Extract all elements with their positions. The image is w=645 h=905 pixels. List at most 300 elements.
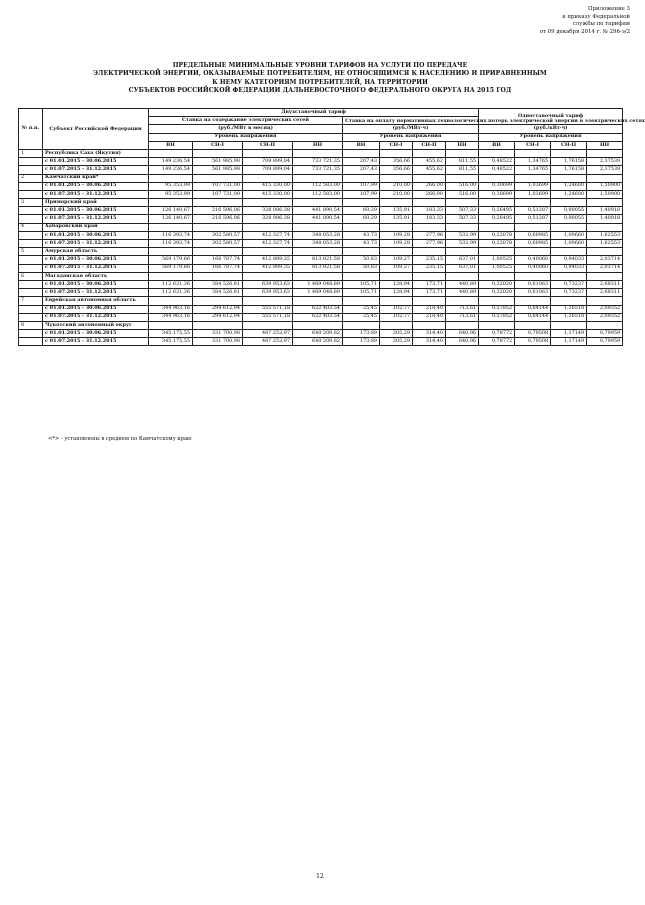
maintenance-value-cell: 294 612,94 (193, 313, 243, 321)
header-voltage-level: Уровень напряжения (149, 133, 343, 141)
one-part-value-cell: 1,34765 (515, 158, 551, 166)
loss-value-cell: 205,29 (380, 330, 413, 338)
maintenance-value-cell: 331 700,98 (193, 338, 243, 346)
loss-value-cell: 173,71 (413, 280, 446, 288)
loss-value-cell: 102,77 (380, 313, 413, 321)
maintenance-value-cell: 412 889,35 (243, 264, 293, 272)
empty-cell (551, 248, 587, 256)
region-number: 8 (19, 321, 43, 329)
loss-value-cell: 60,29 (343, 207, 380, 215)
one-part-value-cell: 0,32020 (479, 280, 515, 288)
maintenance-value-cell: 344 963,16 (149, 313, 193, 321)
table-body (19, 149, 623, 346)
table-row (19, 207, 623, 215)
maintenance-value-cell: 149 236,54 (149, 158, 193, 166)
empty-cell (446, 321, 479, 329)
one-part-value-cell: 0,48522 (479, 166, 515, 174)
region-name: Магаданская область (43, 272, 149, 280)
empty-cell (446, 297, 479, 305)
one-part-value-cell: 0,22078 (479, 240, 515, 248)
one-part-value-cell: 2,68311 (587, 289, 623, 297)
period-cell: с 01.07.2015 - 31.12.2015 (43, 338, 149, 346)
empty-cell (343, 272, 380, 280)
one-part-value-cell: 0,30699 (479, 190, 515, 198)
period-cell: с 01.01.2015 - 30.06.2015 (43, 305, 149, 313)
maintenance-value-cell: 95 353,99 (149, 182, 193, 190)
region-name: Хабаровский край (43, 223, 149, 231)
one-part-value-cell: 2,09352 (587, 313, 623, 321)
loss-value-cell: 109,27 (380, 256, 413, 264)
title-line: ПРЕДЕЛЬНЫЕ МИНИМАЛЬНЫЕ УРОВНИ ТАРИФОВ НА УСЛУГИ ПО ПЕРЕДАЧЕ (172, 62, 468, 69)
table-row (19, 158, 623, 166)
empty-cell (413, 297, 446, 305)
empty-cell (551, 199, 587, 207)
one-part-value-cell: 0,79508 (515, 338, 551, 346)
loss-value-cell: 455,62 (413, 158, 446, 166)
period-cell: с 01.07.2015 - 31.12.2015 (43, 215, 149, 223)
empty-cell (193, 149, 243, 157)
empty-cell (380, 248, 413, 256)
one-part-value-cell: 1,00660 (551, 240, 587, 248)
empty-cell (413, 174, 446, 182)
empty-cell (515, 248, 551, 256)
header-level: СН-I (515, 141, 551, 149)
loss-value-cell: 183,33 (413, 207, 446, 215)
table-row (19, 256, 623, 264)
one-part-value-cell: 1,50900 (587, 190, 623, 198)
maintenance-value-cell: 344 963,16 (149, 305, 193, 313)
one-part-value-cell: 1,34765 (515, 166, 551, 174)
empty-cell (479, 297, 515, 305)
maintenance-value-cell: 569 179,66 (149, 256, 193, 264)
empty-cell (19, 330, 43, 338)
appendix-line: к приказу Федеральной (562, 13, 630, 20)
maintenance-value-cell: 126 140,67 (149, 207, 193, 215)
empty-cell (343, 149, 380, 157)
maintenance-value-cell: 107 731,00 (193, 190, 243, 198)
loss-value-cell: 107,99 (343, 182, 380, 190)
empty-cell (380, 321, 413, 329)
region-name: Приморский край (43, 199, 149, 207)
empty-cell (243, 297, 293, 305)
empty-cell (149, 174, 193, 182)
appendix-line: службы по тарифам (572, 21, 630, 28)
one-part-value-cell: 1,50900 (587, 182, 623, 190)
maintenance-value-cell: 112 631,36 (149, 280, 193, 288)
period-cell: с 01.01.2015 - 30.06.2015 (43, 182, 149, 190)
loss-value-cell: 266,00 (413, 182, 446, 190)
empty-cell (193, 174, 243, 182)
empty-cell (243, 199, 293, 207)
empty-cell (293, 174, 343, 182)
title-line: ЭЛЕКТРИЧЕСКОЙ ЭНЕРГИИ, ОКАЗЫВАЕМЫЕ ПОТРЕБИТЕЛЯМ, НЕ ОТНОСЯЩИМСЯ К НАСЕЛЕНИЮ И ПРИРАВНЕННЫМ (93, 70, 547, 78)
maintenance-value-cell: 126 140,67 (149, 215, 193, 223)
maintenance-value-cell: 709 899,04 (243, 166, 293, 174)
empty-cell (380, 297, 413, 305)
maintenance-value-cell: 733 721,35 (293, 158, 343, 166)
maintenance-value-cell: 384 526,81 (193, 280, 243, 288)
empty-cell (446, 248, 479, 256)
table-row (19, 289, 623, 297)
header-unit-one-part: (руб./кВт·ч) (479, 125, 623, 133)
maintenance-value-cell: 348 053,28 (293, 240, 343, 248)
period-cell: с 01.01.2015 - 30.06.2015 (43, 330, 149, 338)
one-part-value-cell: 0,79508 (515, 330, 551, 338)
empty-cell (19, 240, 43, 248)
loss-value-cell: 43,73 (343, 231, 380, 239)
empty-cell (551, 149, 587, 157)
appendix-reference (540, 6, 630, 36)
region-name: Камчатский край* (43, 174, 149, 182)
loss-value-cell: 713,61 (446, 313, 479, 321)
empty-cell (343, 223, 380, 231)
maintenance-value-cell: 412 327,74 (243, 240, 293, 248)
one-part-value-cell: 0,94033 (551, 264, 587, 272)
empty-cell (380, 199, 413, 207)
empty-cell (293, 321, 343, 329)
empty-cell (193, 248, 243, 256)
table-row (19, 215, 623, 223)
loss-value-cell: 811,55 (446, 158, 479, 166)
maintenance-value-cell: 302 580,57 (193, 240, 243, 248)
one-part-value-cell: 0,90055 (551, 215, 587, 223)
table-row (19, 305, 623, 313)
maintenance-value-cell: 555 571,18 (243, 305, 293, 313)
maintenance-value-cell: 640 209,82 (293, 338, 343, 346)
loss-value-cell: 25,45 (343, 313, 380, 321)
loss-value-cell: 277,96 (413, 231, 446, 239)
region-name: Еврейская автономная область (43, 297, 149, 305)
empty-cell (243, 223, 293, 231)
empty-cell (446, 199, 479, 207)
empty-cell (515, 174, 551, 182)
one-part-value-cell: 2,68311 (587, 280, 623, 288)
tariff-table (18, 108, 645, 346)
region-number: 1 (19, 149, 43, 157)
empty-cell (515, 297, 551, 305)
empty-cell (446, 223, 479, 231)
maintenance-value-cell: 116 392,74 (149, 240, 193, 248)
header-level: СН-II (413, 141, 446, 149)
one-part-value-cell: 1,03699 (515, 190, 551, 198)
empty-cell (380, 223, 413, 231)
maintenance-value-cell: 415 330,00 (243, 182, 293, 190)
one-part-value-cell: 0,73237 (551, 280, 587, 288)
table-header (19, 108, 645, 150)
title-line: СУБЪЕКТОВ РОССИЙСКОЙ ФЕДЕРАЦИИ ДАЛЬНЕВОСТОЧНОГО ФЕДЕРАЛЬНОГО ОКРУГА НА 2015 ГОД (128, 86, 512, 94)
loss-value-cell: 173,89 (343, 330, 380, 338)
loss-value-cell: 109,28 (380, 240, 413, 248)
region-name: Чукотский автономный округ (43, 321, 149, 329)
maintenance-value-cell: 166 787,74 (193, 264, 243, 272)
empty-cell (343, 174, 380, 182)
header-maintenance-rate: Ставка на содержание электрических сетей (149, 117, 343, 125)
empty-cell (587, 297, 623, 305)
empty-cell (413, 272, 446, 280)
empty-cell (19, 289, 43, 297)
loss-value-cell: 637,01 (446, 256, 479, 264)
empty-cell (413, 248, 446, 256)
empty-cell (243, 321, 293, 329)
loss-value-cell: 109,28 (380, 231, 413, 239)
header-one-part-tariff: Одноставочный тариф (479, 109, 623, 125)
one-part-value-cell: 0,57852 (479, 313, 515, 321)
one-part-value-cell: 2,03714 (587, 256, 623, 264)
one-part-value-cell: 2,37539 (587, 166, 623, 174)
loss-value-cell: 516,00 (446, 182, 479, 190)
footnote: <*> - установлены в среднем по Камчатскому краю (48, 436, 192, 442)
one-part-value-cell: 1,26518 (551, 305, 587, 313)
one-part-value-cell: 2,37539 (587, 158, 623, 166)
maintenance-value-cell: 813 921,58 (293, 264, 343, 272)
loss-value-cell: 173,71 (413, 289, 446, 297)
empty-cell (149, 248, 193, 256)
loss-value-cell: 640,96 (446, 330, 479, 338)
maintenance-value-cell: 384 526,81 (193, 289, 243, 297)
empty-cell (551, 223, 587, 231)
loss-value-cell: 105,71 (343, 289, 380, 297)
empty-cell (413, 149, 446, 157)
region-row (19, 297, 623, 305)
empty-cell (587, 199, 623, 207)
empty-cell (193, 223, 243, 231)
header-level: СН-I (193, 141, 243, 149)
header-voltage-level: Уровень напряжения (479, 133, 623, 141)
empty-cell (380, 174, 413, 182)
period-cell: с 01.07.2015 - 31.12.2015 (43, 289, 149, 297)
header-level: НН (587, 141, 623, 149)
maintenance-value-cell: 561 985,98 (193, 166, 243, 174)
one-part-value-cell: 1,40918 (587, 215, 623, 223)
one-part-value-cell: 1,00525 (479, 256, 515, 264)
region-number: 2 (19, 174, 43, 182)
empty-cell (19, 182, 43, 190)
loss-value-cell: 266,00 (413, 190, 446, 198)
one-part-value-cell: 0,64144 (515, 305, 551, 313)
loss-value-cell: 532,99 (446, 231, 479, 239)
maintenance-value-cell: 441 890,54 (293, 215, 343, 223)
table-row (19, 182, 623, 190)
maintenance-value-cell: 166 787,74 (193, 256, 243, 264)
maintenance-value-cell: 487 252,97 (243, 330, 293, 338)
loss-value-cell: 50,83 (343, 256, 380, 264)
loss-value-cell: 440,89 (446, 289, 479, 297)
region-row (19, 199, 623, 207)
header-level: ВН (479, 141, 515, 149)
one-part-value-cell: 1,00525 (479, 264, 515, 272)
loss-value-cell: 314,40 (413, 330, 446, 338)
one-part-value-cell: 1,24600 (551, 190, 587, 198)
empty-cell (515, 223, 551, 231)
empty-cell (293, 223, 343, 231)
maintenance-value-cell: 328 086,38 (243, 215, 293, 223)
one-part-value-cell: 1,24600 (551, 182, 587, 190)
maintenance-value-cell: 1 489 048,89 (293, 280, 343, 288)
table-row (19, 330, 623, 338)
empty-cell (193, 297, 243, 305)
empty-cell (293, 297, 343, 305)
loss-value-cell: 102,77 (380, 305, 413, 313)
one-part-value-cell: 0,51287 (515, 207, 551, 215)
empty-cell (551, 297, 587, 305)
table-row (19, 313, 623, 321)
header-level: СН-II (243, 141, 293, 149)
one-part-value-cell: 1,40918 (587, 207, 623, 215)
one-part-value-cell: 0,90055 (551, 207, 587, 215)
empty-cell (413, 199, 446, 207)
maintenance-value-cell: 561 985,98 (193, 158, 243, 166)
maintenance-value-cell: 294 612,94 (193, 305, 243, 313)
region-row (19, 174, 623, 182)
loss-value-cell: 235,15 (413, 264, 446, 272)
loss-value-cell: 173,89 (343, 338, 380, 346)
region-number: 3 (19, 199, 43, 207)
maintenance-value-cell: 116 392,74 (149, 231, 193, 239)
page-number: 12 (316, 873, 324, 880)
empty-cell (343, 297, 380, 305)
one-part-value-cell: 0,78772 (479, 338, 515, 346)
region-name: Амурская область (43, 248, 149, 256)
one-part-value-cell: 1,03699 (515, 182, 551, 190)
header-unit-maintenance: (руб./МВт в месяц) (149, 125, 343, 133)
empty-cell (243, 174, 293, 182)
region-name: Республика Саха (Якутия) (43, 149, 149, 157)
period-cell: с 01.07.2015 - 31.12.2015 (43, 264, 149, 272)
maintenance-value-cell: 813 921,58 (293, 256, 343, 264)
one-part-value-cell: 0,79959 (587, 330, 623, 338)
period-cell: с 01.01.2015 - 30.06.2015 (43, 280, 149, 288)
period-cell: с 01.01.2015 - 30.06.2015 (43, 207, 149, 215)
one-part-value-cell: 1,26518 (551, 313, 587, 321)
header-level: НН (446, 141, 479, 149)
table-row (19, 166, 623, 174)
maintenance-value-cell: 733 721,35 (293, 166, 343, 174)
maintenance-value-cell: 216 596,06 (193, 215, 243, 223)
loss-value-cell: 107,99 (343, 190, 380, 198)
loss-value-cell: 128,94 (380, 280, 413, 288)
loss-value-cell: 109,27 (380, 264, 413, 272)
empty-cell (19, 264, 43, 272)
maintenance-value-cell: 216 596,06 (193, 207, 243, 215)
maintenance-value-cell: 345 175,55 (149, 338, 193, 346)
maintenance-value-cell: 639 953,63 (243, 280, 293, 288)
one-part-value-cell: 0,40060 (515, 256, 551, 264)
header-level: НН (293, 141, 343, 149)
empty-cell (19, 305, 43, 313)
header-unit-loss: (руб./МВт·ч) (343, 125, 479, 133)
period-cell: с 01.01.2015 - 30.06.2015 (43, 158, 149, 166)
maintenance-value-cell: 555 571,18 (243, 313, 293, 321)
loss-value-cell: 207,43 (343, 166, 380, 174)
one-part-value-cell: 0,61063 (515, 289, 551, 297)
empty-cell (149, 321, 193, 329)
empty-cell (380, 149, 413, 157)
empty-cell (149, 149, 193, 157)
empty-cell (19, 338, 43, 346)
one-part-value-cell: 2,03714 (587, 264, 623, 272)
loss-value-cell: 183,33 (413, 215, 446, 223)
loss-value-cell: 218,40 (413, 313, 446, 321)
one-part-value-cell: 0,60985 (515, 240, 551, 248)
empty-cell (19, 313, 43, 321)
empty-cell (413, 321, 446, 329)
document-title (60, 62, 580, 95)
period-cell: с 01.07.2015 - 31.12.2015 (43, 166, 149, 174)
one-part-value-cell: 0,40060 (515, 264, 551, 272)
empty-cell (515, 272, 551, 280)
title-line: К НЕМУ КАТЕГОРИЯМ ПОТРЕБИТЕЛЕЙ, НА ТЕРРИТОРИИ (212, 78, 428, 86)
appendix-line: от 09 декабря 2014 г. № 296-э/2 (539, 28, 630, 35)
empty-cell (293, 248, 343, 256)
one-part-value-cell: 2,09352 (587, 305, 623, 313)
region-row (19, 223, 623, 231)
loss-value-cell: 713,61 (446, 305, 479, 313)
loss-value-cell: 210,00 (380, 182, 413, 190)
one-part-value-cell: 1,62553 (587, 231, 623, 239)
one-part-value-cell: 1,76158 (551, 158, 587, 166)
one-part-value-cell: 0,64144 (515, 313, 551, 321)
loss-value-cell: 811,55 (446, 166, 479, 174)
loss-value-cell: 516,00 (446, 190, 479, 198)
header-no: № п.п. (19, 109, 43, 150)
maintenance-value-cell: 302 580,57 (193, 231, 243, 239)
one-part-value-cell: 1,76158 (551, 166, 587, 174)
empty-cell (587, 321, 623, 329)
one-part-value-cell: 0,73237 (551, 289, 587, 297)
empty-cell (587, 248, 623, 256)
empty-cell (446, 149, 479, 157)
one-part-value-cell: 0,26495 (479, 215, 515, 223)
empty-cell (479, 174, 515, 182)
loss-value-cell: 207,43 (343, 158, 380, 166)
empty-cell (479, 272, 515, 280)
one-part-value-cell: 0,60985 (515, 231, 551, 239)
empty-cell (479, 223, 515, 231)
empty-cell (149, 297, 193, 305)
loss-value-cell: 210,00 (380, 190, 413, 198)
empty-cell (587, 223, 623, 231)
empty-cell (413, 223, 446, 231)
period-cell: с 01.07.2015 - 31.12.2015 (43, 190, 149, 198)
header-voltage-level: Уровень напряжения (343, 133, 479, 141)
loss-value-cell: 50,83 (343, 264, 380, 272)
empty-cell (343, 199, 380, 207)
table-row (19, 190, 623, 198)
loss-value-cell: 356,66 (380, 166, 413, 174)
one-part-value-cell: 0,26495 (479, 207, 515, 215)
maintenance-value-cell: 112 583,00 (293, 182, 343, 190)
header-level: ВН (149, 141, 193, 149)
empty-cell (243, 272, 293, 280)
one-part-value-cell: 1,62553 (587, 240, 623, 248)
period-cell: с 01.07.2015 - 31.12.2015 (43, 240, 149, 248)
loss-value-cell: 440,89 (446, 280, 479, 288)
loss-value-cell: 455,62 (413, 166, 446, 174)
empty-cell (551, 272, 587, 280)
appendix-line: Приложение 3 (587, 6, 630, 12)
region-number: 6 (19, 272, 43, 280)
table-row (19, 338, 623, 346)
maintenance-value-cell: 112 631,36 (149, 289, 193, 297)
loss-value-cell: 128,94 (380, 289, 413, 297)
empty-cell (479, 199, 515, 207)
empty-cell (149, 223, 193, 231)
maintenance-value-cell: 640 209,82 (293, 330, 343, 338)
region-row (19, 321, 623, 329)
table-row (19, 231, 623, 239)
one-part-value-cell: 0,32020 (479, 289, 515, 297)
empty-cell (293, 149, 343, 157)
